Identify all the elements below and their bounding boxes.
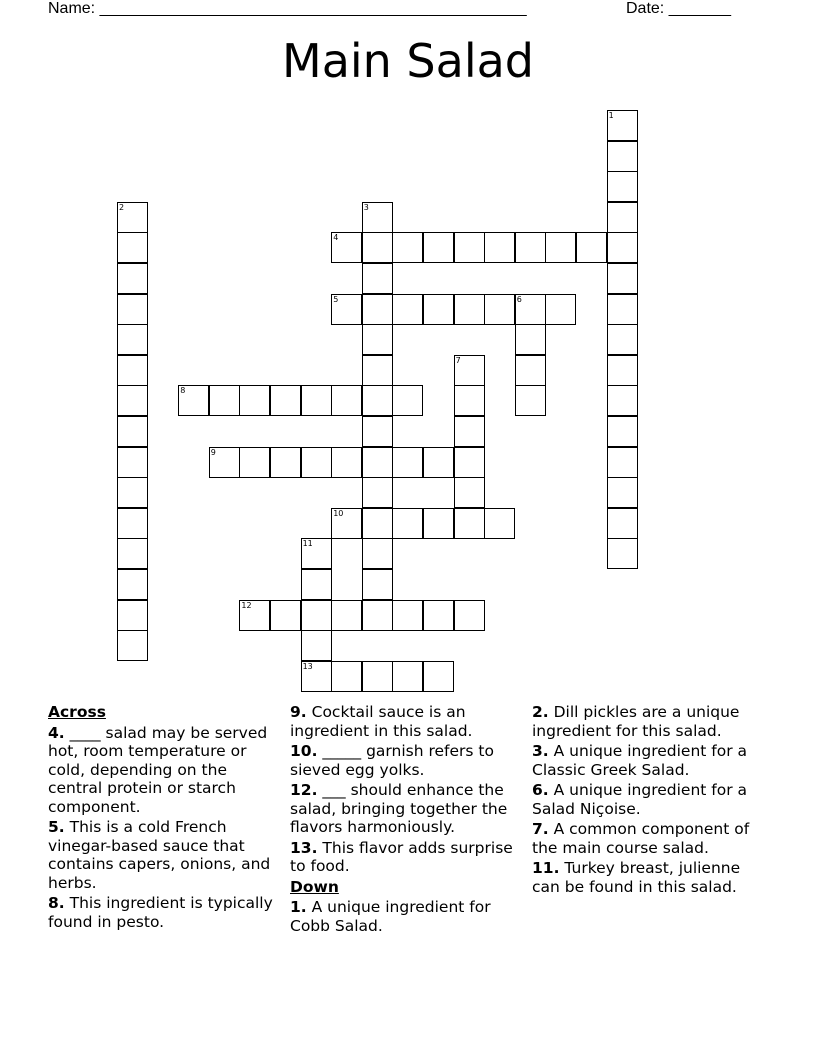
grid-cell[interactable] <box>607 355 638 386</box>
grid-cell[interactable] <box>331 232 362 263</box>
clue-text: A unique ingredient for a Salad Niçoise. <box>532 781 748 818</box>
grid-cell[interactable] <box>484 294 515 325</box>
grid-cell[interactable] <box>331 600 362 631</box>
grid-cell[interactable] <box>301 385 332 416</box>
grid-cell[interactable] <box>362 508 393 539</box>
clue-number: 12. <box>290 781 318 799</box>
down-clue-6 <box>532 781 762 818</box>
across-clue-8 <box>48 894 273 931</box>
cell-number: 12 <box>241 600 252 610</box>
across-clue-13 <box>290 839 526 876</box>
grid-cell[interactable] <box>178 385 209 416</box>
grid-cell[interactable] <box>423 600 454 631</box>
cell-number: 13 <box>302 661 313 671</box>
grid-cell[interactable] <box>239 447 270 478</box>
grid-cell[interactable] <box>117 416 148 447</box>
grid-cell[interactable] <box>392 294 423 325</box>
grid-cell[interactable] <box>454 508 485 539</box>
grid-cell[interactable] <box>117 630 148 661</box>
grid-cell[interactable] <box>117 202 148 233</box>
grid-cell[interactable] <box>117 477 148 508</box>
grid-cell[interactable] <box>423 447 454 478</box>
grid-cell[interactable] <box>331 508 362 539</box>
grid-cell[interactable] <box>392 447 423 478</box>
grid-cell[interactable] <box>607 324 638 355</box>
cell-number: 2 <box>119 202 125 212</box>
clue-number: 9. <box>290 703 307 721</box>
grid-cell[interactable] <box>117 538 148 569</box>
grid-cell[interactable] <box>362 294 393 325</box>
across-clue-9 <box>290 703 526 740</box>
grid-cell[interactable] <box>301 661 332 692</box>
grid-cell[interactable] <box>423 661 454 692</box>
across-clue-10 <box>290 742 526 779</box>
grid-cell[interactable] <box>576 232 607 263</box>
grid-cell[interactable] <box>607 202 638 233</box>
clue-text: Turkey breast, julienne can be found in this salad. <box>532 859 741 896</box>
clue-text: A unique ingredient for a Classic Greek Salad. <box>532 742 748 779</box>
cell-number: 11 <box>302 539 313 549</box>
clue-number: 2. <box>532 703 549 721</box>
grid-cell[interactable] <box>607 171 638 202</box>
grid-cell[interactable] <box>301 600 332 631</box>
grid-cell[interactable] <box>392 508 423 539</box>
grid-cell[interactable] <box>270 385 301 416</box>
grid-cell[interactable] <box>117 508 148 539</box>
grid-cell[interactable] <box>545 294 576 325</box>
across-clue-5 <box>48 818 273 892</box>
cell-number: 3 <box>363 202 369 212</box>
grid-cell[interactable] <box>392 232 423 263</box>
clue-column-3 <box>532 703 762 898</box>
grid-cell[interactable] <box>362 232 393 263</box>
clue-text: A unique ingredient for Cobb Salad. <box>290 898 491 935</box>
grid-cell[interactable] <box>454 416 485 447</box>
clue-text: ___ should enhance the salad, bringing together the flavors harmoniously. <box>290 781 508 836</box>
grid-cell[interactable] <box>362 538 393 569</box>
grid-cell[interactable] <box>117 447 148 478</box>
grid-cell[interactable] <box>117 294 148 325</box>
grid-cell[interactable] <box>270 447 301 478</box>
grid-cell[interactable] <box>117 355 148 386</box>
grid-cell[interactable] <box>423 508 454 539</box>
cell-number: 10 <box>333 508 344 518</box>
clue-number: 6. <box>532 781 549 799</box>
clue-text: _____ garnish refers to sieved egg yolks. <box>290 742 494 779</box>
grid-cell[interactable] <box>117 324 148 355</box>
clue-number: 13. <box>290 838 318 857</box>
down-clue-7 <box>532 820 762 857</box>
across-clue-12 <box>290 781 526 837</box>
cell-number: 8 <box>180 386 186 396</box>
grid-cell[interactable] <box>331 661 362 692</box>
grid-cell[interactable] <box>209 447 240 478</box>
date-field-label: Date: _______ <box>626 0 731 17</box>
grid-cell[interactable] <box>362 600 393 631</box>
cell-number: 5 <box>333 294 339 304</box>
name-field-label: Name: ________________________________________________ <box>48 0 527 17</box>
across-clue-4 <box>48 724 273 817</box>
clue-number: 7. <box>532 820 549 838</box>
grid-cell[interactable] <box>454 232 485 263</box>
grid-cell[interactable] <box>484 508 515 539</box>
grid-cell[interactable] <box>117 569 148 600</box>
clue-text: Cocktail sauce is an ingredient in this salad. <box>290 703 473 740</box>
grid-cell[interactable] <box>117 385 148 416</box>
grid-cell[interactable] <box>545 232 576 263</box>
down-clue-3 <box>532 742 762 779</box>
clue-number: 10. <box>290 742 318 760</box>
clue-column-2 <box>290 703 526 937</box>
cell-number: 1 <box>608 111 614 120</box>
grid-cell[interactable] <box>209 385 240 416</box>
grid-cell[interactable] <box>362 477 393 508</box>
grid-cell[interactable] <box>362 447 393 478</box>
grid-cell[interactable] <box>607 141 638 172</box>
grid-cell[interactable] <box>607 508 638 539</box>
grid-cell[interactable] <box>607 477 638 508</box>
clue-text: This is a cold French vinegar-based sauce that contains capers, onions, and herbs. <box>48 818 271 892</box>
grid-cell[interactable] <box>423 232 454 263</box>
clue-number: 5. <box>48 818 65 836</box>
grid-cell[interactable] <box>454 385 485 416</box>
grid-cell[interactable] <box>607 447 638 478</box>
down-clue-1 <box>290 898 526 935</box>
grid-cell[interactable] <box>362 324 393 355</box>
grid-cell[interactable] <box>515 355 546 386</box>
grid-cell[interactable] <box>607 263 638 294</box>
clue-number: 4. <box>48 723 65 742</box>
grid-cell[interactable] <box>362 416 393 447</box>
clue-text: This flavor adds surprise to food. <box>290 838 513 875</box>
clue-text: This ingredient is typically found in pesto. <box>48 894 273 931</box>
grid-cell[interactable] <box>392 385 423 416</box>
grid-cell[interactable] <box>454 447 485 478</box>
clue-number: 8. <box>48 894 65 912</box>
grid-cell[interactable] <box>331 447 362 478</box>
grid-cell[interactable] <box>607 385 638 416</box>
cell-number: 7 <box>455 355 461 365</box>
grid-cell[interactable] <box>454 355 485 386</box>
grid-cell[interactable] <box>331 385 362 416</box>
clue-text: ____ salad may be served hot, room temperature or cold, depending on the central protein or starch component. <box>48 723 268 816</box>
cell-number: 4 <box>333 233 339 243</box>
grid-cell[interactable] <box>362 202 393 233</box>
grid-cell[interactable] <box>423 294 454 325</box>
grid-cell[interactable] <box>607 110 638 141</box>
cell-number: 9 <box>210 447 216 457</box>
grid-cell[interactable] <box>607 416 638 447</box>
grid-cell[interactable] <box>117 263 148 294</box>
grid-cell[interactable] <box>515 324 546 355</box>
cell-number: 6 <box>516 294 522 304</box>
grid-cell[interactable] <box>607 538 638 569</box>
grid-cell[interactable] <box>392 661 423 692</box>
grid-cell[interactable] <box>301 630 332 661</box>
page-title: Main Salad <box>282 34 534 88</box>
clue-number: 11. <box>532 859 560 877</box>
grid-cell[interactable] <box>484 232 515 263</box>
grid-cell[interactable] <box>607 232 638 263</box>
grid-cell[interactable] <box>301 569 332 600</box>
down-heading: Down <box>290 877 339 896</box>
clue-column-1 <box>48 703 273 933</box>
grid-cell[interactable] <box>454 477 485 508</box>
grid-cell[interactable] <box>515 232 546 263</box>
across-heading: Across <box>48 703 106 721</box>
grid-cell[interactable] <box>454 294 485 325</box>
clue-number: 1. <box>290 898 307 916</box>
grid-cell[interactable] <box>454 600 485 631</box>
down-clue-11 <box>532 859 762 896</box>
grid-cell[interactable] <box>301 538 332 569</box>
clue-number: 3. <box>532 742 549 760</box>
grid-cell[interactable] <box>607 294 638 325</box>
clue-text: Dill pickles are a unique ingredient for this salad. <box>532 703 740 740</box>
grid-cell[interactable] <box>239 385 270 416</box>
grid-cell[interactable] <box>362 661 393 692</box>
grid-cell[interactable] <box>117 600 148 631</box>
clue-text: A common component of the main course salad. <box>532 820 750 857</box>
grid-cell[interactable] <box>331 294 362 325</box>
grid-cell[interactable] <box>270 600 301 631</box>
grid-cell[interactable] <box>239 600 270 631</box>
down-clue-2 <box>532 703 762 740</box>
grid-cell[interactable] <box>301 447 332 478</box>
grid-cell[interactable] <box>117 232 148 263</box>
grid-cell[interactable] <box>362 355 393 386</box>
grid-cell[interactable] <box>392 600 423 631</box>
grid-cell[interactable] <box>515 294 546 325</box>
grid-cell[interactable] <box>515 385 546 416</box>
grid-cell[interactable] <box>362 385 393 416</box>
grid-cell[interactable] <box>362 263 393 294</box>
grid-cell[interactable] <box>362 569 393 600</box>
